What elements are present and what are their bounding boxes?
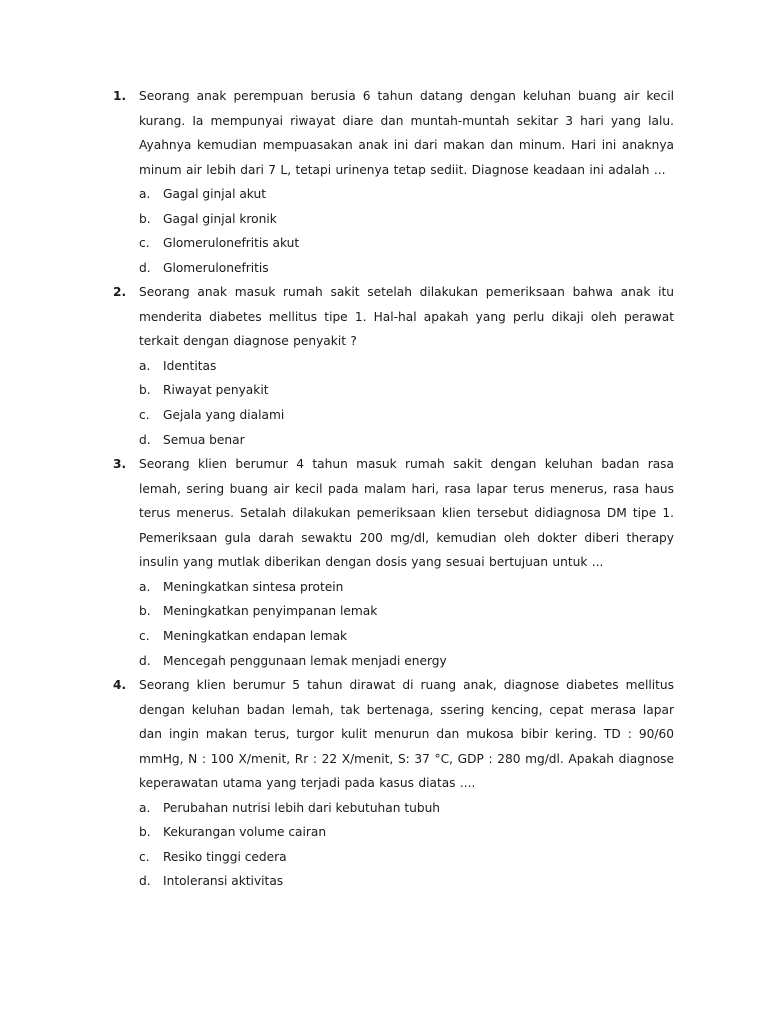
option-text: Mencegah penggunaan lemak menjadi energy xyxy=(163,653,447,668)
question-text: Seorang klien berumur 5 tahun dirawat di ruang anak, diagnose diabetes mellitus dengan keluhan badan lemah, tak bertenaga, ssering kencing, cepat merasa lapar dan ingin makan terus, turgor kulit menurun dan mukosa bibir kering. TD : 90/60 mmHg, N : 100 X/menit, Rr : 22 X/menit, S: 37 °C, GDP : 280 mg/dl. Apakah diagnose keperawatan utama yang terjadi pada kasus diatas .... xyxy=(139,678,674,791)
option-letter: d. xyxy=(139,432,151,447)
option-d xyxy=(139,869,674,894)
question-4 xyxy=(113,673,674,894)
option-text: Riwayat penyakit xyxy=(163,383,269,398)
option-text: Intoleransi aktivitas xyxy=(163,874,284,889)
option-text: Semua benar xyxy=(163,432,245,447)
option-letter: a. xyxy=(139,579,151,594)
option-list xyxy=(139,182,674,280)
question-text: Seorang anak perempuan berusia 6 tahun datang dengan keluhan buang air kecil kurang. Ia mempunyai riwayat diare dan muntah-muntah sekitar 3 hari yang lalu. Ayahnya kemudian mempuasakan anak ini dari makan dan minum. Hari ini anaknya minum air lebih dari 7 L, tetapi urinenya tetap sediit. Diagnose keadaan ini adalah ... xyxy=(139,89,674,177)
question-list xyxy=(113,84,674,894)
option-text: Kekurangan volume cairan xyxy=(163,825,327,840)
option-text: Glomerulonefritis akut xyxy=(163,236,300,251)
option-b xyxy=(139,378,674,403)
option-letter: d. xyxy=(139,653,151,668)
option-text: Perubahan nutrisi lebih dari kebutuhan tubuh xyxy=(163,800,441,815)
option-letter: b. xyxy=(139,383,151,398)
option-letter: d. xyxy=(139,260,151,275)
question-number: 4. xyxy=(113,678,127,693)
question-text: Seorang klien berumur 4 tahun masuk rumah sakit dengan keluhan badan rasa lemah, sering buang air kecil pada malam hari, rasa lapar terus menerus, rasa haus terus menerus. Setalah dilakukan pemeriksaan klien tersebut didiagnosa DM tipe 1. Pemeriksaan gula darah sewaktu 200 mg/dl, kemudian oleh dokter diberi therapy insulin yang mutlak diberikan dengan dosis yang sesuai bertujuan untuk ... xyxy=(139,457,674,570)
option-text: Meningkatkan sintesa protein xyxy=(163,579,344,594)
question-number: 1. xyxy=(113,89,127,103)
option-b xyxy=(139,599,674,624)
option-list xyxy=(139,575,674,673)
option-letter: d. xyxy=(139,874,151,889)
option-letter: b. xyxy=(139,825,151,840)
question-number: 3. xyxy=(113,457,127,472)
option-text: Meningkatkan endapan lemak xyxy=(163,628,348,643)
option-list xyxy=(139,796,674,894)
option-text: Identitas xyxy=(163,358,217,373)
option-text: Meningkatkan penyimpanan lemak xyxy=(163,604,378,619)
question-3 xyxy=(113,452,674,673)
option-text: Gagal ginjal akut xyxy=(163,187,266,201)
option-c xyxy=(139,845,674,870)
option-b xyxy=(139,820,674,845)
option-list xyxy=(139,354,674,452)
option-c xyxy=(139,231,674,256)
question-number: 2. xyxy=(113,285,127,300)
question-2 xyxy=(113,280,674,452)
option-text: Resiko tinggi cedera xyxy=(163,849,287,864)
option-c xyxy=(139,624,674,649)
option-text: Glomerulonefritis xyxy=(163,260,269,275)
option-b xyxy=(139,207,674,232)
option-a xyxy=(139,354,674,379)
option-letter: c. xyxy=(139,408,150,423)
option-d xyxy=(139,649,674,674)
option-letter: b. xyxy=(139,604,151,619)
option-letter: c. xyxy=(139,849,150,864)
option-a xyxy=(139,796,674,821)
option-c xyxy=(139,403,674,428)
option-letter: b. xyxy=(139,211,151,226)
option-d xyxy=(139,256,674,281)
option-a xyxy=(139,182,674,207)
option-letter: a. xyxy=(139,187,151,201)
option-letter: a. xyxy=(139,358,151,373)
question-text: Seorang anak masuk rumah sakit setelah dilakukan pemeriksaan bahwa anak itu menderita diabetes mellitus tipe 1. Hal-hal apakah yang perlu dikaji oleh perawat terkait dengan diagnose penyakit ? xyxy=(139,285,674,349)
question-1 xyxy=(113,84,674,280)
option-letter: a. xyxy=(139,800,151,815)
option-text: Gagal ginjal kronik xyxy=(163,211,277,226)
option-a xyxy=(139,575,674,600)
option-letter: c. xyxy=(139,236,150,251)
option-d xyxy=(139,428,674,453)
option-text: Gejala yang dialami xyxy=(163,408,285,423)
option-letter: c. xyxy=(139,628,150,643)
